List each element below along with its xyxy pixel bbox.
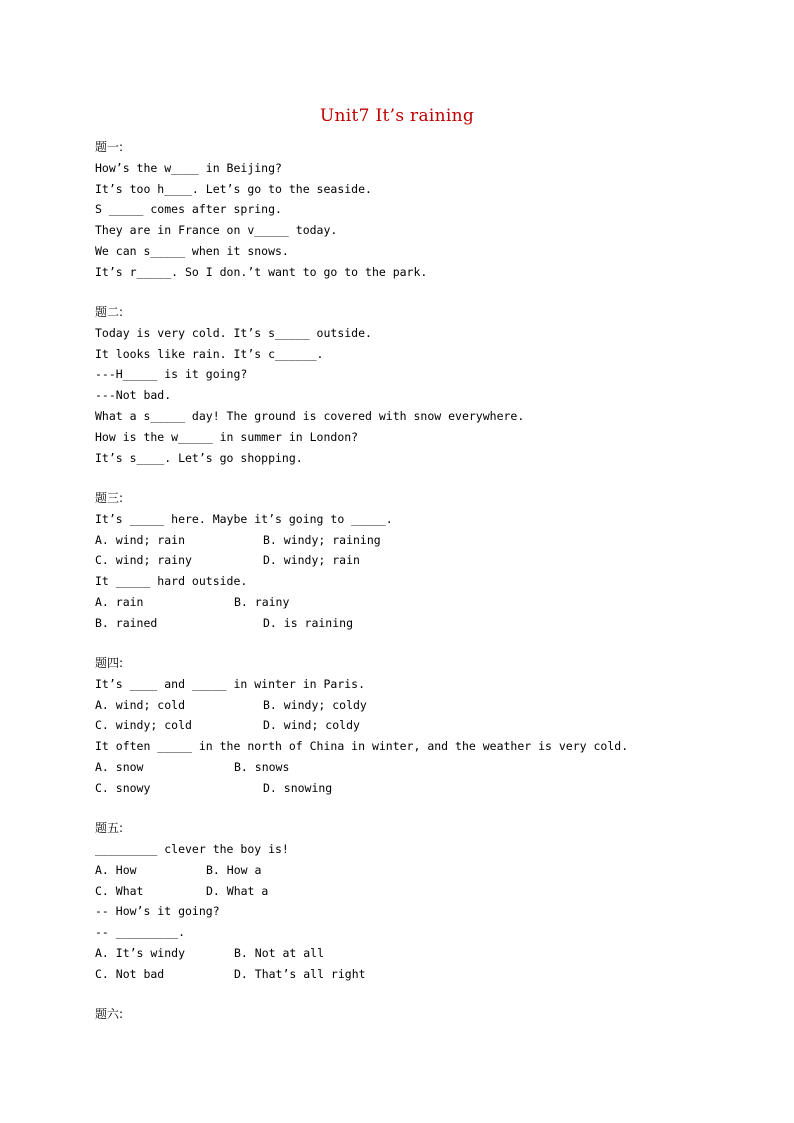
option: D. That’s all right xyxy=(234,966,366,981)
option-row xyxy=(95,964,735,985)
option: B. windy; coldy xyxy=(263,697,367,712)
page-title: Unit7 It’s raining xyxy=(319,106,475,126)
option: D. What a xyxy=(206,883,269,898)
option-row xyxy=(95,613,735,634)
option-row xyxy=(95,715,735,736)
question-line: _________ clever the boy is! xyxy=(95,841,289,856)
question-line: It’s r_____. So I don.’t want to go to the park. xyxy=(95,264,428,279)
section-heading: 题五: xyxy=(95,821,124,836)
option: B. windy; raining xyxy=(263,532,381,547)
option-row xyxy=(95,943,735,964)
section-4 xyxy=(95,653,735,799)
section-heading: 题三: xyxy=(95,490,124,505)
option: B. How a xyxy=(206,862,262,877)
section-6 xyxy=(95,1004,735,1025)
question-line: It _____ hard outside. xyxy=(95,574,248,589)
section-heading: 题四: xyxy=(95,656,124,671)
option-row xyxy=(95,530,735,551)
question-line: Today is very cold. It’s s_____ outside. xyxy=(95,325,372,340)
question-line: S _____ comes after spring. xyxy=(95,202,282,217)
option: D. windy; rain xyxy=(263,553,360,568)
option: C. wind; rainy xyxy=(95,553,192,568)
option: C. Not bad xyxy=(95,966,165,981)
question-line: How’s the w____ in Beijing? xyxy=(95,160,282,175)
question-line: It often _____ in the north of China in winter, and the weather is very cold. xyxy=(95,739,629,754)
option: A. How xyxy=(95,862,137,877)
option-row xyxy=(95,860,735,881)
question-line: It looks like rain. It’s c______. xyxy=(95,346,324,361)
question-line: It’s ____ and _____ in winter in Paris. xyxy=(95,676,366,691)
section-2 xyxy=(95,302,735,468)
option-row xyxy=(95,695,735,716)
option: A. snow xyxy=(95,760,144,775)
section-heading: 题六: xyxy=(95,1006,124,1021)
option-row xyxy=(95,778,735,799)
option: C. What xyxy=(95,883,144,898)
option: C. snowy xyxy=(95,780,151,795)
section-1 xyxy=(95,137,735,283)
question-line: -- _________. xyxy=(95,925,186,940)
question-line: What a s_____ day! The ground is covered with snow everywhere. xyxy=(95,409,525,424)
section-heading: 题一: xyxy=(95,140,124,154)
option: B. rained xyxy=(95,615,158,630)
question-line: We can s_____ when it snows. xyxy=(95,243,289,258)
document-body xyxy=(95,137,735,1025)
option: A. rain xyxy=(95,594,144,609)
question-line: ---H_____ is it going? xyxy=(95,367,248,382)
option: A. wind; rain xyxy=(95,532,186,547)
section-5 xyxy=(95,818,735,984)
option-row xyxy=(95,550,735,571)
option: C. windy; cold xyxy=(95,718,192,733)
option: A. It’s windy xyxy=(95,945,186,960)
option: D. is raining xyxy=(263,615,354,630)
question-line: It’s s____. Let’s go shopping. xyxy=(95,450,303,465)
option-row xyxy=(95,881,735,902)
question-line: -- How’s it going? xyxy=(95,904,220,919)
option: D. snowing xyxy=(263,780,333,795)
option-row xyxy=(95,592,735,613)
question-line: ---Not bad. xyxy=(95,388,172,403)
option-row xyxy=(95,757,735,778)
option: B. rainy xyxy=(234,594,290,609)
section-3 xyxy=(95,488,735,634)
question-line: How is the w_____ in summer in London? xyxy=(95,429,359,444)
question-line: It’s too h____. Let’s go to the seaside. xyxy=(95,181,372,196)
question-line: They are in France on v_____ today. xyxy=(95,223,338,238)
question-line: It’s _____ here. Maybe it’s going to _____. xyxy=(95,511,393,526)
option: D. wind; coldy xyxy=(263,718,360,733)
option: B. snows xyxy=(234,760,290,775)
option: B. Not at all xyxy=(234,945,325,960)
section-heading: 题二: xyxy=(95,305,124,320)
option: A. wind; cold xyxy=(95,697,186,712)
